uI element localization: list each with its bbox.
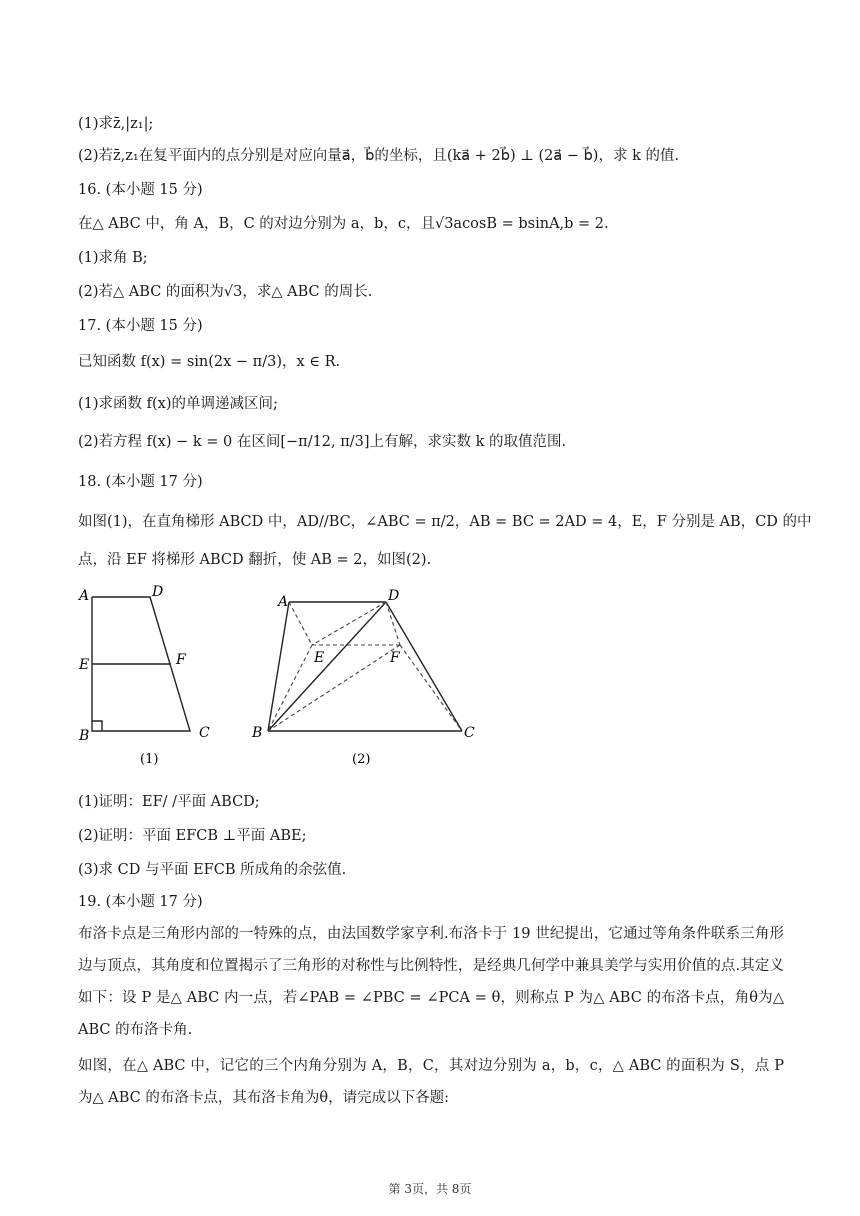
- q17-part2: (2)若方程 f(x) − k = 0 在区间[−π/12, π/3]上有解，求实数 k 的取值范围.: [78, 434, 567, 450]
- q19-definition-paragraph: 布洛卡点是三角形内部的一特殊的点，由法国数学家亨利.布洛卡于 19 世纪提出，它通过等角条件联系三角形边与顶点，其角度和位置揭示了三角形的对称性与比例特性，是经典几何学中兼具美学与实用价值的点.其定义如下：设 P 是△ ABC 内一点，若∠PAB = ∠PBC = ∠PCA = θ，则称点 P 为△ ABC 的布洛卡点，角θ为△ ABC 的布洛卡角.: [78, 926, 784, 1038]
- fig2-label-C: C: [464, 725, 475, 741]
- q19-figure-paragraph: 如图，在△ ABC 中，记它的三个内角分别为 A，B，C，其对边分别为 a，b，c，△ ABC 的面积为 S，点 P 为△ ABC 的布洛卡点，其布洛卡角为θ，请完成以下各题:: [78, 1058, 784, 1106]
- fig1-label-C: C: [199, 725, 210, 741]
- figure-1: [70, 580, 230, 770]
- q16-part1: (1)求角 B;: [78, 250, 148, 266]
- fig2-caption: (2): [352, 752, 371, 767]
- q17-part1: (1)求函数 f(x)的单调递减区间;: [78, 396, 278, 412]
- fig1-label-D: D: [152, 584, 164, 600]
- fig1-label-B: B: [79, 728, 90, 744]
- fig2-label-A: A: [278, 594, 289, 610]
- q18-header: 18. (本小题 17 分): [78, 474, 203, 490]
- fig2-label-B: B: [252, 725, 263, 741]
- fig2-label-E: E: [314, 650, 325, 666]
- page-footer: 第 3页，共 8页: [388, 1182, 472, 1196]
- q16-part2: (2)若△ ABC 的面积为√3，求△ ABC 的周长.: [78, 284, 373, 300]
- fig1-label-A: A: [79, 588, 90, 604]
- q19-header: 19. (本小题 17 分): [78, 894, 203, 910]
- q15-part2: (2)若z̄,z₁在复平面内的点分别是对应向量a⃗，b⃗的坐标，且(ka⃗ + 2b⃗) ⊥ (2a⃗ − b⃗)，求 k 的值.: [78, 148, 680, 164]
- q18-part1: (1)证明：EF/ /平面 ABCD;: [78, 794, 260, 810]
- q15-part1: (1)求z̄,|z₁|;: [78, 116, 154, 132]
- q18-stem-line1: 如图(1)，在直角梯形 ABCD 中，AD//BC，∠ABC = π/2，AB = BC = 2AD = 4，E，F 分别是 AB，CD 的中: [78, 514, 812, 530]
- q16-stem: 在△ ABC 中，角 A，B，C 的对边分别为 a，b，c，且√3acosB = bsinA,b = 2.: [78, 216, 609, 232]
- q17-stem: 已知函数 f(x) = sin(2x − π/3)，x ∈ R.: [78, 354, 341, 370]
- fig1-label-E: E: [79, 657, 90, 673]
- q16-header: 16. (本小题 15 分): [78, 182, 203, 198]
- q17-header: 17. (本小题 15 分): [78, 318, 203, 334]
- fig2-label-F: F: [390, 650, 400, 666]
- figure-2: [250, 580, 490, 770]
- fig1-label-F: F: [176, 652, 186, 668]
- q18-part3: (3)求 CD 与平面 EFCB 所成角的余弦值.: [78, 862, 347, 878]
- q18-stem-line2: 点，沿 EF 将梯形 ABCD 翻折，使 AB = 2，如图(2).: [78, 552, 432, 568]
- fig1-caption: (1): [140, 752, 159, 767]
- fig2-label-D: D: [388, 588, 400, 604]
- q18-part2: (2)证明：平面 EFCB ⊥平面 ABE;: [78, 828, 307, 844]
